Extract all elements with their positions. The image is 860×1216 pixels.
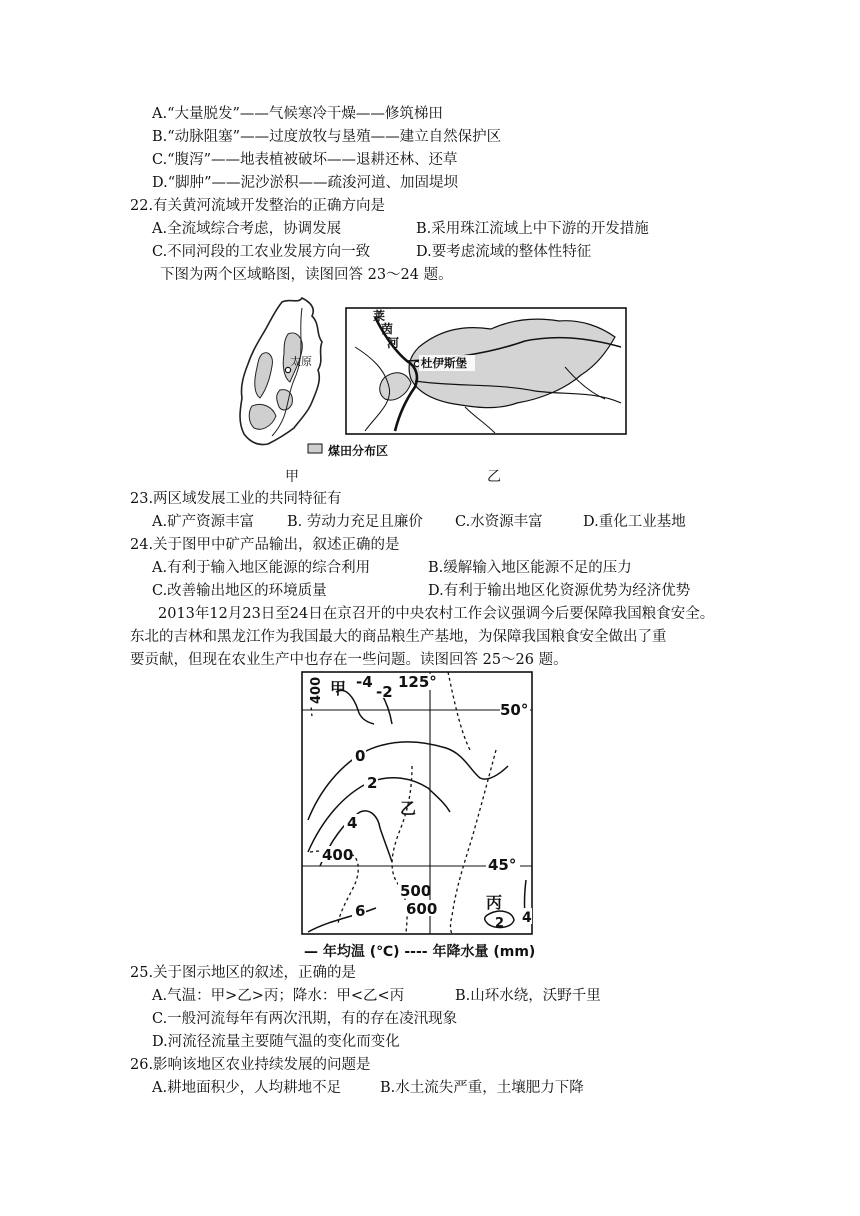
temp-2-bottom-label: 2 bbox=[495, 916, 505, 931]
precip-400-top-label: 400 bbox=[309, 676, 324, 704]
intro-23-24: 下图为两个区域略图，读图回答 23～24 题。 bbox=[160, 267, 453, 283]
q25-option-d: D.河流径流量主要随气温的变化而变化 bbox=[152, 1034, 400, 1050]
q26-stem: 26.影响该地区农业持续发展的问题是 bbox=[130, 1057, 371, 1073]
q23-option-c: C.水资源丰富 bbox=[455, 514, 543, 530]
lon-125-label: 125° bbox=[398, 673, 437, 691]
q25-option-c: C.一般河流每年有两次汛期，有的存在凌汛现象 bbox=[152, 1011, 458, 1027]
temp-4-right-label: 4 bbox=[522, 910, 532, 926]
rhine-char-1: 莱 bbox=[373, 309, 386, 323]
coal-legend-label: 煤田分布区 bbox=[328, 444, 389, 458]
map-b-caption: 乙 bbox=[487, 469, 501, 485]
lat-50-label: 50° bbox=[500, 701, 529, 719]
label-yi: 乙 bbox=[400, 799, 417, 818]
map-shanxi-coal bbox=[232, 294, 342, 464]
precip-400-mid-label: 400 bbox=[322, 846, 354, 864]
map-ruhr bbox=[345, 307, 627, 435]
lat-45-label: 45° bbox=[488, 856, 517, 874]
city-duisburg-label: 杜伊斯堡 bbox=[421, 356, 467, 370]
q26-option-a: A.耕地面积少，人均耕地不足 bbox=[152, 1080, 342, 1096]
q26-option-b: B.水土流失严重，土壤肥力下降 bbox=[380, 1080, 584, 1096]
temp-0-label: 0 bbox=[355, 747, 366, 765]
climate-isoline-map bbox=[300, 670, 536, 962]
q24-option-c: C.改善输出地区的环境质量 bbox=[152, 583, 327, 599]
q21-option-b: B.“动脉阻塞”——过度放牧与垦殖——建立自然保护区 bbox=[152, 129, 502, 145]
q22-stem: 22.有关黄河流域开发整治的正确方向是 bbox=[130, 198, 386, 214]
temp-neg2-label: -2 bbox=[376, 683, 393, 701]
rhine-char-2: 茵 bbox=[381, 322, 394, 336]
map-a-caption: 甲 bbox=[285, 469, 299, 485]
temp-4-label: 4 bbox=[347, 814, 358, 832]
q23-option-a: A.矿产资源丰富 bbox=[152, 514, 255, 530]
q21-option-c: C.“腹泻”——地表植被破坏——退耕还林、还草 bbox=[152, 152, 458, 168]
q22-option-b: B.采用珠江流域上中下游的开发措施 bbox=[416, 221, 649, 237]
precip-500-label: 500 bbox=[400, 882, 432, 900]
q24-option-b: B.缓解输入地区能源不足的压力 bbox=[428, 560, 632, 576]
q22-option-d: D.要考虑流域的整体性特征 bbox=[416, 244, 592, 260]
q21-option-d: D.“脚肿”——泥沙淤积——疏浚河道、加固堤坝 bbox=[152, 175, 459, 191]
climate-map-legend: — 年均温 (℃) ---- 年降水量 (mm) bbox=[304, 944, 536, 960]
q23-option-d: D.重化工业基地 bbox=[583, 514, 686, 530]
q24-option-a: A.有利于输入地区能源的综合利用 bbox=[152, 560, 371, 576]
intro-25-26-line1: 2013年12月23日至24日在京召开的中央农村工作会议强调今后要保障我国粮食安全。 bbox=[158, 606, 715, 622]
city-taiyuan-label: 太原 bbox=[290, 355, 312, 368]
q25-option-a: A.气温：甲>乙>丙；降水：甲<乙<丙 bbox=[152, 988, 405, 1004]
q22-option-c: C.不同河段的工农业发展方向一致 bbox=[152, 244, 371, 260]
intro-25-26-line2: 东北的吉林和黑龙江作为我国最大的商品粮生产基地，为保障我国粮食安全做出了重 bbox=[130, 629, 667, 645]
q23-stem: 23.两区域发展工业的共同特征有 bbox=[130, 491, 342, 507]
intro-25-26-line3: 要贡献，但现在农业生产中也存在一些问题。读图回答 25～26 题。 bbox=[130, 652, 568, 668]
q25-option-b: B.山环水绕，沃野千里 bbox=[455, 988, 601, 1004]
q21-option-a: A.“大量脱发”——气候寒冷干燥——修筑梯田 bbox=[152, 106, 443, 122]
label-bing: 丙 bbox=[486, 893, 503, 912]
q23-option-b: B. 劳动力充足且廉价 bbox=[287, 514, 423, 530]
temp-neg4-label: -4 bbox=[356, 673, 373, 691]
temp-2-label: 2 bbox=[367, 774, 378, 792]
q24-option-d: D.有利于输出地区化资源优势为经济优势 bbox=[428, 583, 691, 599]
rhine-char-3: 河 bbox=[387, 336, 400, 350]
q25-stem: 25.关于图示地区的叙述，正确的是 bbox=[130, 965, 357, 981]
precip-600-label: 600 bbox=[406, 900, 438, 918]
label-jia: 甲 bbox=[330, 679, 347, 698]
temp-6-label: 6 bbox=[355, 902, 366, 920]
q24-stem: 24.关于图甲中矿产品输出，叙述正确的是 bbox=[130, 537, 400, 553]
q22-option-a: A.全流域综合考虑，协调发展 bbox=[152, 221, 342, 237]
